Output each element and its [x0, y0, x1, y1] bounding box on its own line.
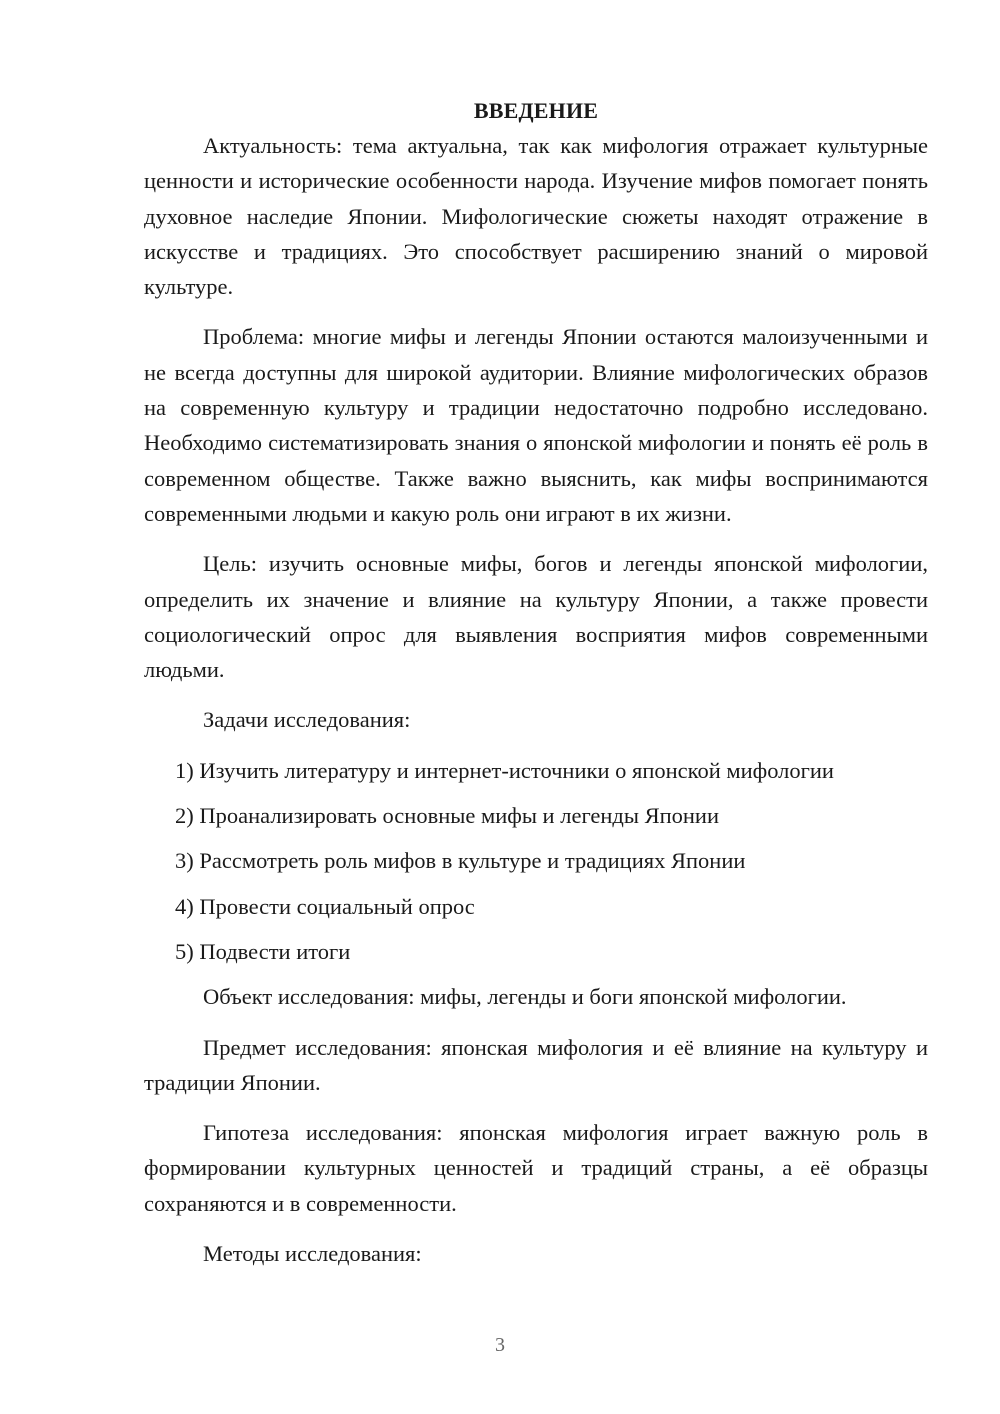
paragraph-object: Объект исследования: мифы, легенды и боги японской мифологии.: [203, 984, 847, 1010]
paragraph-goal: Цель: изучить основные мифы, богов и легенды японской мифологии, определить их значение и влияние на культуру Японии, а также провести социологический опрос для выявления восприятия мифов современными людьми.: [144, 551, 928, 683]
paragraph-subject: Предмет исследования: японская мифология и её влияние на культуру и традиции Японии.: [144, 1034, 928, 1095]
paragraph-methods-heading: Методы исследования:: [203, 1241, 422, 1267]
paragraph-tasks-heading: Задачи исследования:: [203, 707, 411, 733]
task-item: 3) Рассмотреть роль мифов в культуре и традициях Японии: [175, 848, 746, 874]
paragraph-relevance: Актуальность: тема актуальна, так как мифология отражает культурные ценности и исторические особенности народа. Изучение мифов помогает понять духовное наследие Японии. Мифологические сюжеты находят отражение в искусстве и традициях. Это способствует расширению знаний о мировой культуре.: [144, 133, 928, 300]
paragraph-hypothesis: Гипотеза исследования: японская мифология играет важную роль в формировании культурных ценностей и традиций страны, а её образцы сохраняются и в современности.: [144, 1120, 928, 1216]
document-page: [144, 94, 928, 1286]
task-item: 1) Изучить литературу и интернет-источники о японской мифологии: [175, 757, 834, 783]
paragraph-problem: Проблема: многие мифы и легенды Японии остаются малоизученными и не всегда доступны для широкой аудитории. Влияние мифологических образов на современную культуру и традиции недостаточно подробно исследовано. Необходимо систематизировать знания о японской мифологии и понять её роль в современном обществе. Также важно выяснить, как мифы воспринимаются современными людьми и какую роль они играют в их жизни.: [144, 324, 928, 526]
task-item: 5) Подвести итоги: [175, 938, 351, 964]
task-item: 4) Провести социальный опрос: [175, 893, 475, 919]
task-item: 2) Проанализировать основные мифы и легенды Японии: [175, 803, 720, 829]
page-number: 3: [495, 1334, 505, 1356]
task-list: [144, 753, 928, 969]
section-title: ВВЕДЕНИЕ: [473, 98, 599, 123]
